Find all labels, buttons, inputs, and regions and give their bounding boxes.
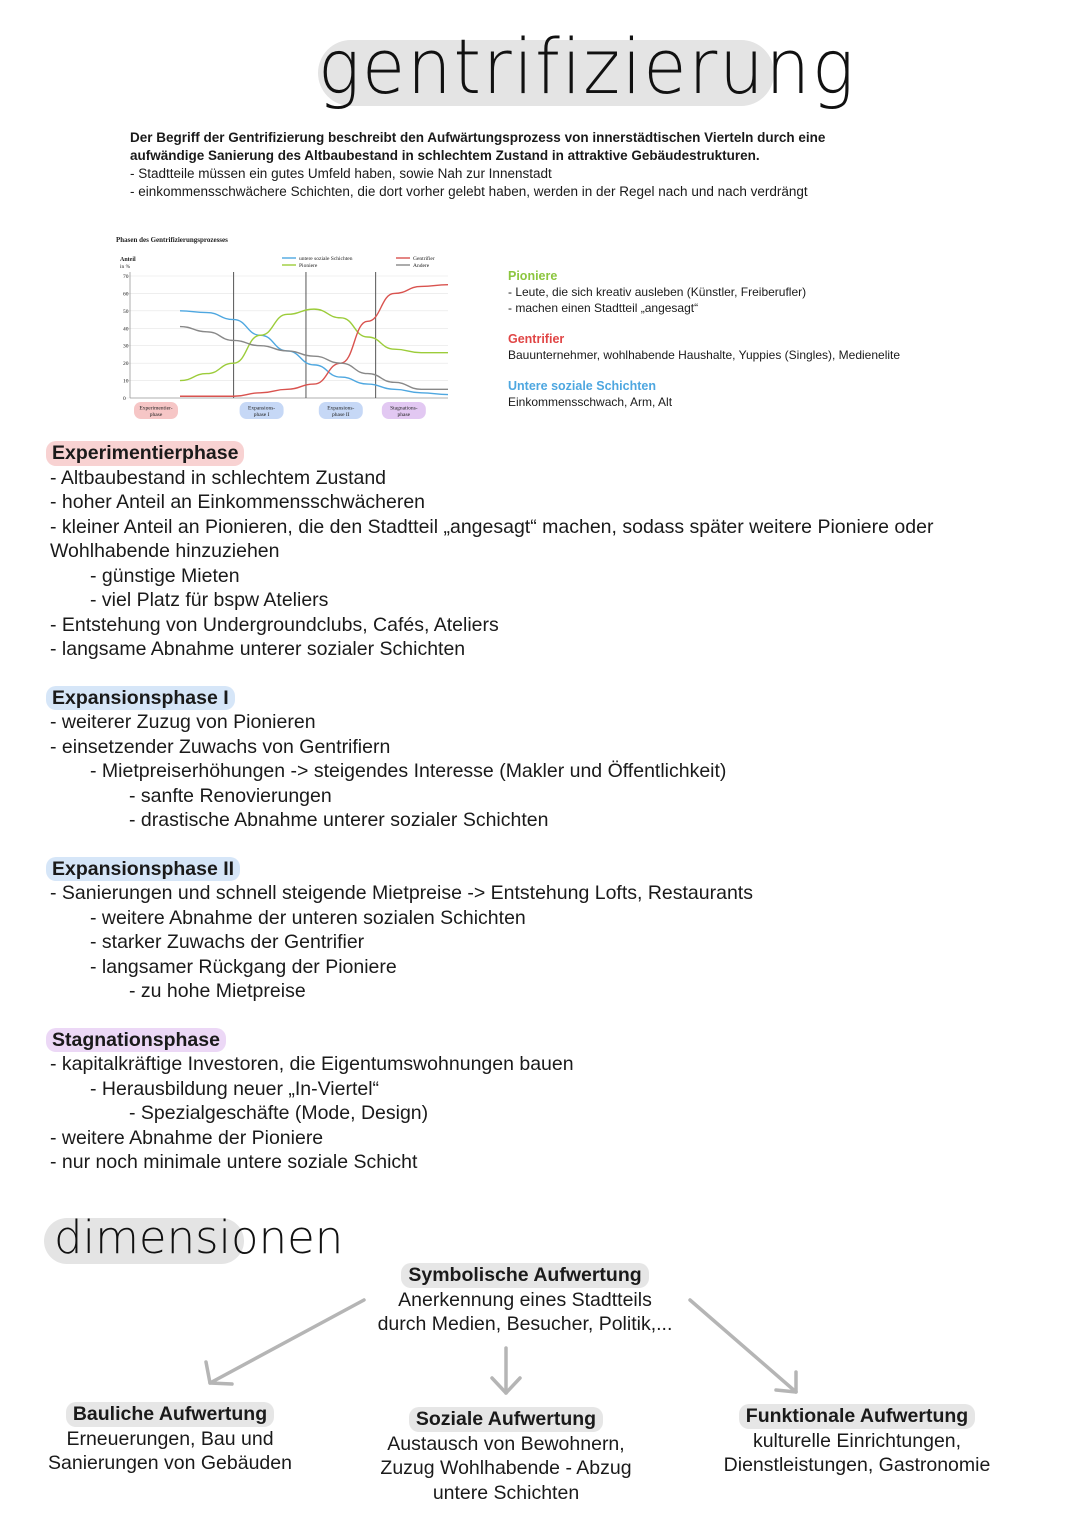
phase-chart-svg xyxy=(114,234,454,426)
legend-head-untere-schichten: Untere soziale Schichten xyxy=(508,379,656,393)
section-1 xyxy=(50,441,1040,662)
section-item: - Spezialgeschäfte (Mode, Design) xyxy=(129,1102,429,1124)
section-heading: Expansionsphase II xyxy=(46,857,240,882)
group-legend xyxy=(508,268,1028,425)
chart-phase-label: phase xyxy=(149,412,163,418)
legend-line: - Leute, die sich kreativ ausleben (Künstler, Freiberufler) xyxy=(508,285,807,299)
section-item: - weitere Abnahme der unteren sozialen Schichten xyxy=(90,906,526,929)
node-head: Funktionale Aufwertung xyxy=(739,1404,975,1429)
legend-head-pioniere: Pioniere xyxy=(508,269,558,283)
chart-phase-label: Expansions- xyxy=(247,405,276,412)
section-item: - günstige Mieten xyxy=(90,564,240,587)
node-head: Symbolische Aufwertung xyxy=(401,1263,648,1288)
arrow-head-soziale xyxy=(492,1378,520,1393)
chart-yunit: in % xyxy=(120,264,131,270)
legend-group-gentrifier xyxy=(508,331,1028,363)
section-heading: Stagnationsphase xyxy=(46,1028,226,1053)
node-soziale-aufwertung xyxy=(356,1407,656,1505)
chart-legend-label: Pioniere xyxy=(299,263,318,269)
node-line: untere Schichten xyxy=(432,1481,580,1504)
chart-phase-label: phase II xyxy=(332,412,350,418)
section-item: - hoher Anteil an Einkommensschwächeren xyxy=(50,491,426,513)
section-item: - Herausbildung neuer „In-Viertel“ xyxy=(90,1077,380,1100)
chart-legend-label: Andere xyxy=(413,263,430,269)
node-line: Sanierungen von Gebäuden xyxy=(48,1452,292,1474)
node-funktionale-aufwertung xyxy=(700,1404,1014,1478)
node-line: Anerkennung eines Stadtteils xyxy=(398,1288,652,1311)
chart-phase-label: phase xyxy=(397,412,411,418)
phase-sections xyxy=(50,441,1040,1199)
chart-ytick: 10 xyxy=(123,378,129,385)
section-item: - einsetzender Zuwachs von Gentrifiern xyxy=(50,735,391,758)
node-symbolische-aufwertung xyxy=(340,1263,710,1337)
chart-series-line xyxy=(180,309,448,380)
intro-bullet-1: - Stadtteile müssen ein gutes Umfeld haben, sowie Nah zur Innenstadt xyxy=(130,166,552,181)
chart-title: Phasen des Gentrifizierungsprozesses xyxy=(116,236,228,244)
node-head: Bauliche Aufwertung xyxy=(66,1402,274,1427)
intro-definition-line-1: Der Begriff der Gentrifizierung beschreibt den Aufwärtungsprozess von innerstädtischen Vierteln durch eine xyxy=(130,130,826,145)
chart-ytick: 60 xyxy=(123,291,129,298)
legend-group-untere xyxy=(508,378,1028,410)
intro-definition-line-2: aufwändige Sanierung des Altbaubestand in schlechtem Zustand in attraktive Gebäudestrukturen. xyxy=(130,148,760,163)
chart-phase-label: phase I xyxy=(253,412,270,418)
dimensionen-heading-block xyxy=(44,1210,344,1266)
intro-text xyxy=(130,129,990,201)
section-item: - langsame Abnahme unterer sozialer Schichten xyxy=(50,638,466,660)
arrow-head-funktionale xyxy=(776,1372,796,1392)
chart-ylabel: Anteil xyxy=(120,257,136,263)
page-title: gentrifizierung xyxy=(318,22,856,112)
legend-line: Einkommensschwach, Arm, Alt xyxy=(508,395,673,409)
chart-ytick: 40 xyxy=(123,326,129,333)
chart-ytick: 0 xyxy=(123,396,126,402)
chart-ytick: 30 xyxy=(123,343,129,350)
node-head: Soziale Aufwertung xyxy=(409,1407,603,1432)
section-item: - sanfte Renovierungen xyxy=(129,784,332,807)
intro-bullet-2: - einkommensschwächere Schichten, die dort vorher gelebt haben, werden in der Regel nach und nach verdrängt xyxy=(130,184,808,199)
chart-phase-label: Expansions- xyxy=(327,405,355,412)
section-item: - weiterer Zuzug von Pionieren xyxy=(50,711,316,733)
section-item: - kapitalkräftige Investoren, die Eigentumswohnungen bauen xyxy=(50,1053,574,1075)
section-heading: Experimentierphase xyxy=(46,441,244,466)
chart-series-line xyxy=(180,285,448,397)
section-3 xyxy=(50,857,1040,1004)
dimensionen-heading: dimensionen xyxy=(54,1211,344,1264)
node-line: kulturelle Einrichtungen, xyxy=(752,1429,962,1452)
chart-ytick: 50 xyxy=(123,308,129,315)
arrow-head-bauliche xyxy=(206,1362,232,1384)
section-item: - Mietpreiserhöhungen -> steigendes Interesse (Makler und Öffentlichkeit) xyxy=(90,760,727,782)
section-item: - Entstehung von Undergroundclubs, Cafés, Ateliers xyxy=(50,613,499,636)
section-item: - viel Platz für bspw Ateliers xyxy=(90,589,329,611)
section-item: - Sanierungen und schnell steigende Mietpreise -> Entstehung Lofts, Restaurants xyxy=(50,882,753,904)
node-bauliche-aufwertung xyxy=(20,1402,320,1476)
node-line: Austausch von Bewohnern, xyxy=(387,1432,625,1455)
section-item: - Altbaubestand in schlechtem Zustand xyxy=(50,466,387,489)
section-item: - weitere Abnahme der Pioniere xyxy=(50,1126,324,1149)
section-item: - drastische Abnahme unterer sozialer Schichten xyxy=(129,809,549,831)
node-line: Dienstleistungen, Gastronomie xyxy=(723,1454,991,1476)
node-line: durch Medien, Besucher, Politik,... xyxy=(377,1313,673,1335)
phase-chart xyxy=(114,234,454,426)
legend-line: - machen einen Stadtteil „angesagt“ xyxy=(508,301,699,315)
section-4 xyxy=(50,1028,1040,1175)
legend-head-gentrifier: Gentrifier xyxy=(508,332,565,346)
section-item: - nur noch minimale untere soziale Schicht xyxy=(50,1151,418,1173)
node-line: Erneuerungen, Bau und xyxy=(66,1427,274,1450)
section-heading: Expansionsphase I xyxy=(46,686,235,711)
chart-ytick: 70 xyxy=(123,274,129,280)
section-item: - langsamer Rückgang der Pioniere xyxy=(90,955,397,978)
section-item: - kleiner Anteil an Pionieren, die den Stadtteil „angesagt“ machen, sodass später weitere Pioniere oder Wohlhabende hinzuziehen xyxy=(50,515,934,562)
legend-group-pioniere xyxy=(508,268,1028,316)
chart-ytick: 20 xyxy=(123,361,129,368)
chart-phase-label: Experimentier- xyxy=(139,405,173,412)
section-item: - starker Zuwachs der Gentrifier xyxy=(90,931,365,953)
chart-phase-label: Stagnations- xyxy=(390,405,418,412)
chart-legend-label: untere soziale Schichten xyxy=(299,256,353,262)
chart-series-line xyxy=(180,311,448,395)
section-2 xyxy=(50,686,1040,833)
legend-line: Bauunternehmer, wohlhabende Haushalte, Yuppies (Singles), Medienelite xyxy=(508,348,901,362)
node-line: Zuzug Wohlhabende - Abzug xyxy=(380,1457,632,1479)
chart-series-line xyxy=(180,327,448,390)
section-item: - zu hohe Mietpreise xyxy=(129,980,306,1002)
page-title-block xyxy=(318,22,856,114)
chart-legend-label: Gentrifier xyxy=(413,256,435,262)
